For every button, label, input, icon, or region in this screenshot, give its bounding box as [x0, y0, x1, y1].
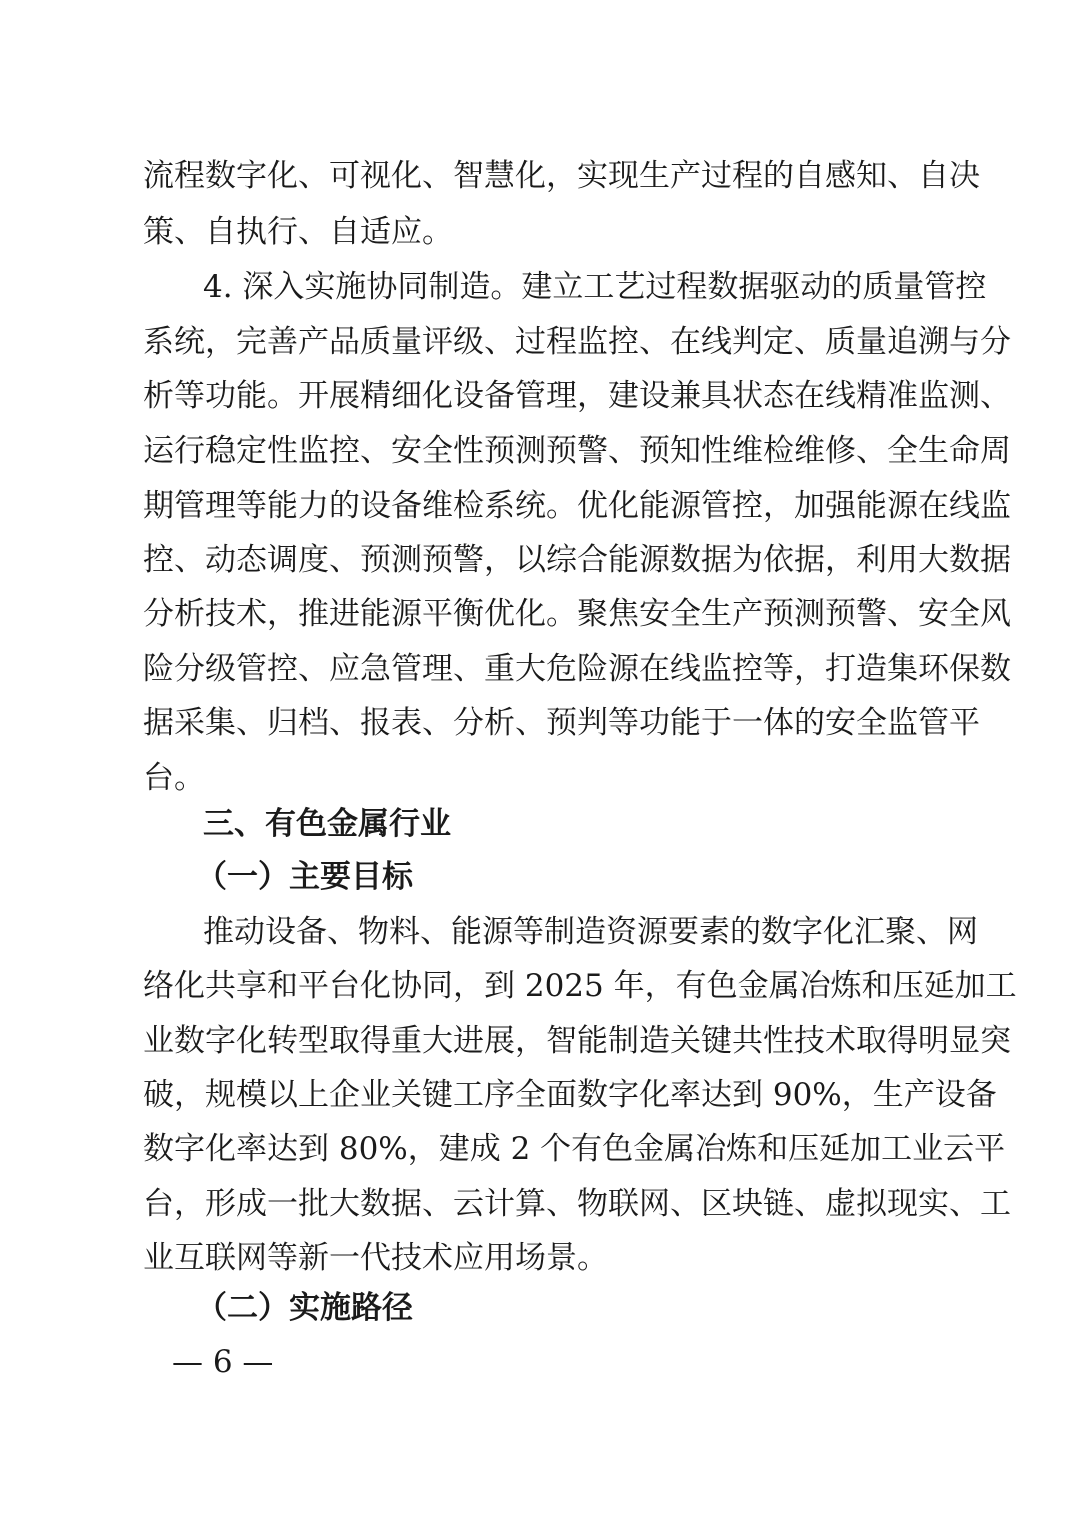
- body-line: 系统，完善产品质量评级、过程监控、在线判定、质量追溯与分: [143, 324, 1011, 360]
- body-line: 台，形成一批大数据、云计算、物联网、区块链、虚拟现实、工: [143, 1186, 1011, 1222]
- body-line: 策、自执行、自适应。: [143, 214, 453, 250]
- section-heading: 三、有色金属行业: [203, 806, 451, 842]
- body-line: 运行稳定性监控、安全性预测预警、预知性维检维修、全生命周: [143, 433, 1011, 469]
- body-line: 险分级管控、应急管理、重大危险源在线监控等，打造集环保数: [143, 651, 1011, 687]
- page-number: — 6 —: [172, 1344, 274, 1380]
- body-line: 析等功能。开展精细化设备管理，建设兼具状态在线精准监测、: [143, 378, 1011, 414]
- body-line: 流程数字化、可视化、智慧化，实现生产过程的自感知、自决: [143, 158, 980, 194]
- body-line: 破，规模以上企业关键工序全面数字化率达到 90%，生产设备: [143, 1077, 997, 1113]
- body-line: 期管理等能力的设备维检系统。优化能源管控，加强能源在线监: [143, 488, 1011, 524]
- body-line: 络化共享和平台化协同，到 2025 年，有色金属冶炼和压延加工: [143, 968, 1017, 1004]
- subsection-heading: （一）主要目标: [196, 859, 413, 895]
- body-line: 业互联网等新一代技术应用场景。: [143, 1240, 608, 1276]
- body-line: 分析技术，推进能源平衡优化。聚焦安全生产预测预警、安全风: [143, 596, 1011, 632]
- body-line: 4. 深入实施协同制造。建立工艺过程数据驱动的质量管控: [203, 269, 987, 305]
- body-line: 推动设备、物料、能源等制造资源要素的数字化汇聚、网: [203, 914, 978, 950]
- subsection-heading: （二）实施路径: [196, 1290, 413, 1326]
- body-line: 数字化率达到 80%，建成 2 个有色金属冶炼和压延加工业云平: [143, 1131, 1006, 1167]
- body-line: 控、动态调度、预测预警，以综合能源数据为依据，利用大数据: [143, 542, 1011, 578]
- body-line: 台。: [143, 760, 205, 796]
- body-line: 业数字化转型取得重大进展，智能制造关键共性技术取得明显突: [143, 1023, 1011, 1059]
- body-line: 据采集、归档、报表、分析、预判等功能于一体的安全监管平: [143, 705, 980, 741]
